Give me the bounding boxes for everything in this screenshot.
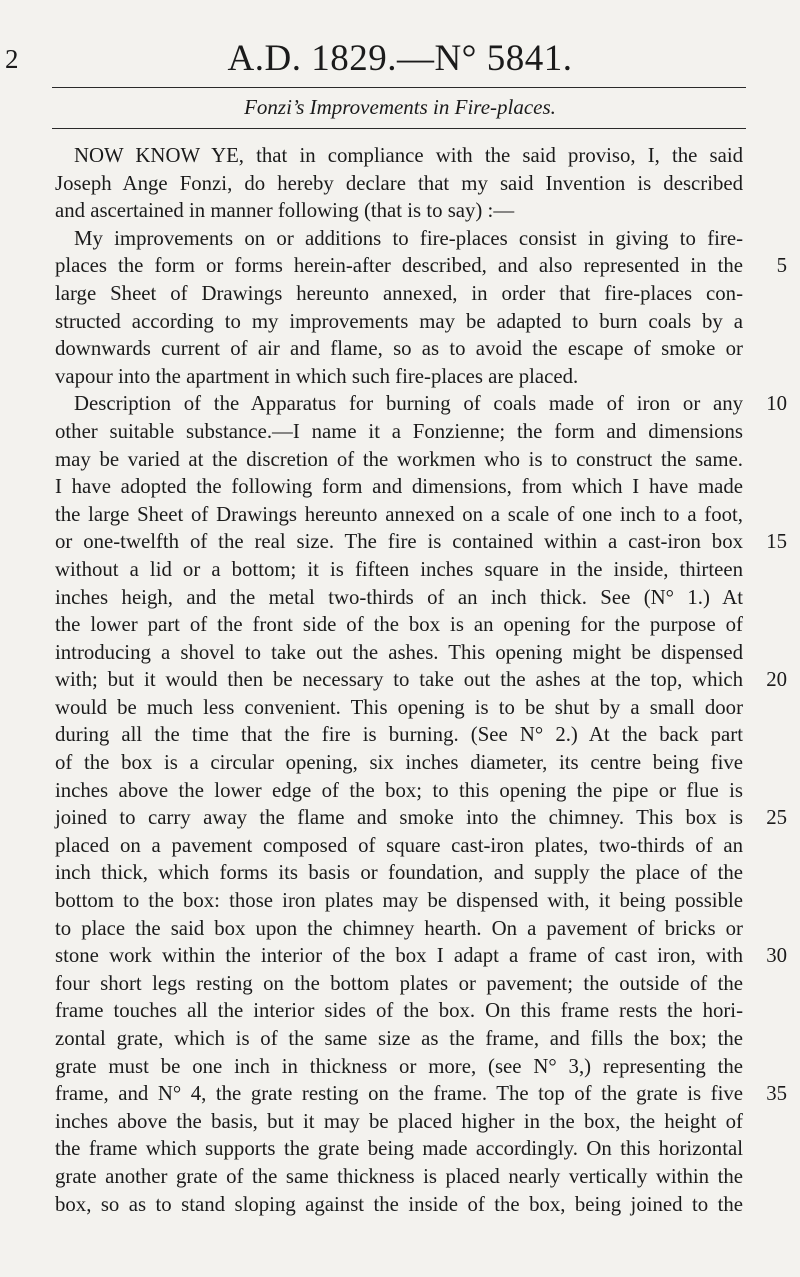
margin-line-number: 20 xyxy=(766,668,787,691)
text-line: or one-twelfth of the real size. The fire is contained within a cast-iron box xyxy=(55,530,743,554)
text-line: Description of the Apparatus for burning of coals made of iron or any xyxy=(74,392,743,416)
text-line: introducing a shovel to take out the ashes. This opening might be dispensed xyxy=(55,640,743,664)
text-line: the large Sheet of Drawings hereunto annexed on a scale of one inch to a foot, xyxy=(55,502,743,526)
text-line: places the form or forms herein-after described, and also represented in the xyxy=(55,254,743,278)
text-line: inches above the lower edge of the box; to this opening the pipe or flue is xyxy=(55,778,743,802)
text-line: inches heigh, and the metal two-thirds of an inch thick. See (N° 1.) At xyxy=(55,585,743,609)
patent-subtitle: Fonzi’s Improvements in Fire-places. xyxy=(244,95,556,119)
text-line: the lower part of the front side of the box is an opening for the purpose of xyxy=(55,613,743,637)
text-line: frame, and N° 4, the grate resting on the frame. The top of the grate is five xyxy=(55,1082,743,1106)
text-line: during all the time that the fire is burning. (See N° 2.) At the back part xyxy=(55,723,743,747)
text-line: without a lid or a bottom; it is fifteen inches square in the inside, thirteen xyxy=(55,557,743,581)
text-line: joined to carry away the flame and smoke into the chimney. This box is xyxy=(55,806,743,830)
text-line: My improvements on or additions to fire-places consist in giving to fire- xyxy=(74,226,743,250)
margin-line-number: 30 xyxy=(766,944,787,967)
text-line: vapour into the apartment in which such fire-places are placed. xyxy=(55,364,579,388)
text-line: inch thick, which forms its basis or foundation, and supply the place of the xyxy=(55,861,743,885)
text-line: structed according to my improvements may be adapted to burn coals by a xyxy=(55,309,743,333)
text-line: grate must be one inch in thickness or more, (see N° 3,) representing the xyxy=(55,1054,743,1078)
margin-line-number: 15 xyxy=(766,530,787,553)
margin-line-number: 10 xyxy=(766,392,787,415)
text-line: four short legs resting on the bottom plates or pavement; the outside of the xyxy=(55,971,743,995)
text-line: of the box is a circular opening, six inches diameter, its centre being five xyxy=(55,751,743,775)
text-line: Joseph Ange Fonzi, do hereby declare that my said Invention is described xyxy=(55,171,743,195)
margin-line-number: 35 xyxy=(766,1082,787,1105)
text-line: box, so as to stand sloping against the inside of the box, being joined to the xyxy=(55,1192,743,1216)
text-line: large Sheet of Drawings hereunto annexed, in order that fire-places con- xyxy=(55,281,743,305)
text-line: inches above the basis, but it may be placed higher in the box, the height of xyxy=(55,1109,743,1133)
text-line: downwards current of air and flame, so as to avoid the escape of smoke or xyxy=(55,337,743,361)
text-line: with; but it would then be necessary to take out the ashes at the top, which xyxy=(55,668,743,692)
text-line: stone work within the interior of the box I adapt a frame of cast iron, with xyxy=(55,944,743,968)
text-line: grate another grate of the same thickness is placed nearly vertically within the xyxy=(55,1164,743,1188)
margin-line-number: 5 xyxy=(776,254,787,277)
text-line: zontal grate, which is of the same size as the frame, and fills the box; the xyxy=(55,1027,743,1050)
patent-header-title: A.D. 1829.—N° 5841. xyxy=(227,38,573,79)
margin-line-number: 25 xyxy=(766,806,787,829)
text-line: to place the said box upon the chimney hearth. On a pavement of bricks or xyxy=(55,916,743,940)
text-line: frame touches all the interior sides of the box. On this frame rests the hori- xyxy=(55,999,743,1023)
text-line: and ascertained in manner following (that is to say) :— xyxy=(55,199,515,223)
text-line: bottom to the box: those iron plates may be dispensed with, it being possible xyxy=(55,889,743,913)
header-rule-bottom xyxy=(52,128,746,129)
text-line: I have adopted the following form and dimensions, from which I have made xyxy=(55,475,743,499)
body-text xyxy=(55,142,743,1218)
text-line: NOW KNOW YE, that in compliance with the said proviso, I, the said xyxy=(74,144,743,167)
text-line: would be much less convenient. This opening is to be shut by a small door xyxy=(55,695,743,719)
text-line: other suitable substance.—I name it a Fonzienne; the form and dimensions xyxy=(55,419,743,443)
page-number: 2 xyxy=(5,44,19,74)
text-line: placed on a pavement composed of square cast-iron plates, two-thirds of an xyxy=(55,833,743,857)
text-line: may be varied at the discretion of the workmen who is to construct the same. xyxy=(55,447,743,471)
text-line: the frame which supports the grate being made accordingly. On this horizontal xyxy=(55,1137,743,1161)
header-rule-top xyxy=(52,87,746,88)
